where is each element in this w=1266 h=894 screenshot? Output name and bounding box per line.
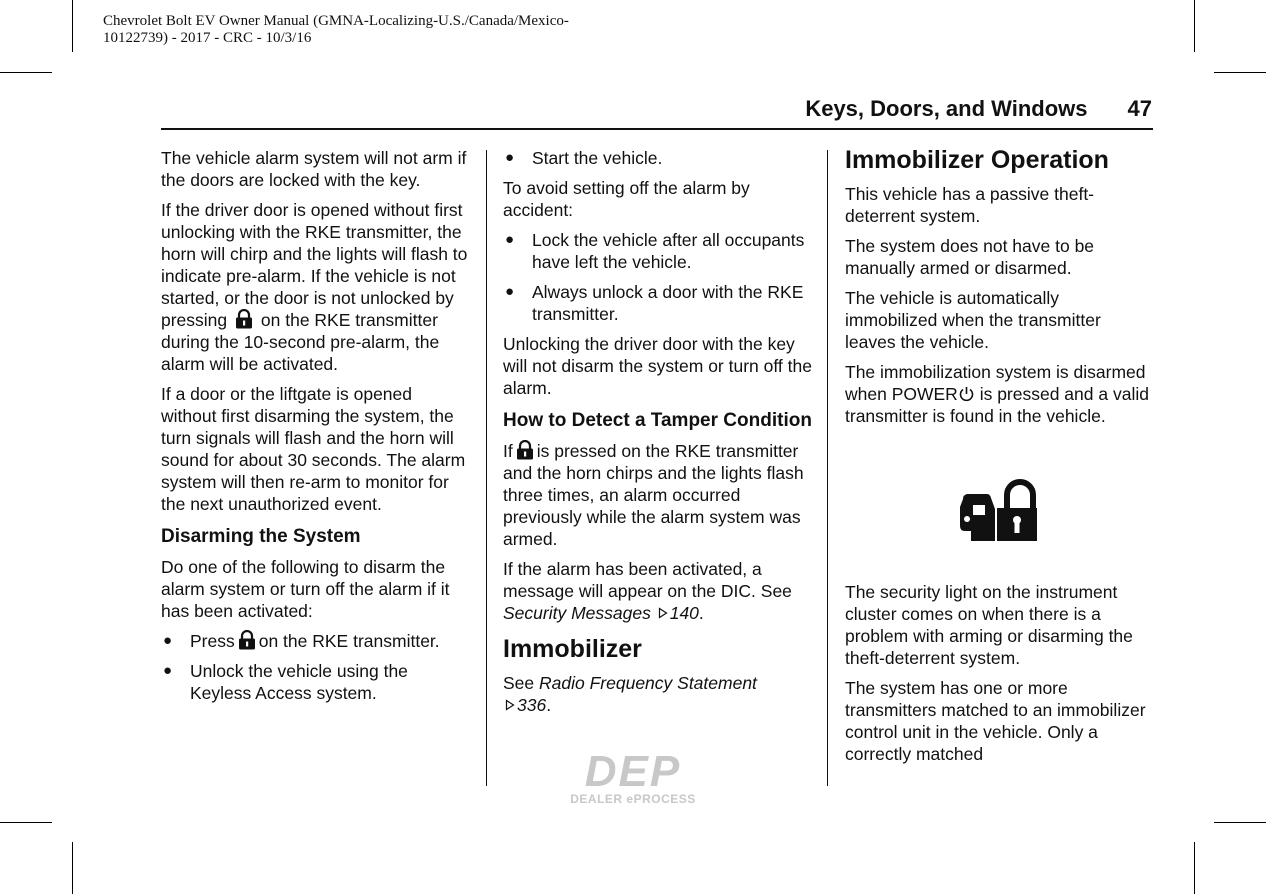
crop-mark — [0, 72, 52, 73]
lock-icon — [238, 630, 256, 650]
header-rule — [161, 128, 1153, 130]
paragraph: If a door or the liftgate is opened without first disarming the system, the turn signals will flash and the horn will sound for about 30 seconds. The alarm system will then re-arm to monitor for the next unauthorized event. — [161, 384, 466, 514]
text: If the alarm has been activated, a message will appear on the DIC. See — [503, 559, 792, 601]
text: Start the vehicle. — [532, 148, 663, 168]
crop-mark — [72, 842, 73, 894]
bullet-list — [503, 147, 813, 169]
crop-mark — [1194, 0, 1195, 52]
list-item — [503, 281, 813, 325]
paragraph — [161, 199, 471, 375]
text: If the driver door is opened without first unlocking with the RKE transmitter, the horn will chirp and the lights will flash to indicate pre-alarm. If the vehicle is not started, or the door is not unlocked by pressing — [161, 200, 468, 330]
list-item — [161, 660, 471, 704]
crop-mark — [1214, 822, 1266, 823]
xref-link[interactable]: Radio Frequency Statement — [539, 673, 757, 693]
bullet-icon: ● — [505, 149, 515, 166]
security-light-icon — [957, 479, 1039, 545]
bullet-icon: ● — [163, 662, 173, 679]
bullet-icon: ● — [505, 283, 515, 300]
heading-immobilizer-operation: Immobilizer Operation — [845, 146, 1109, 174]
paragraph: See Radio Frequency Statement 336. — [503, 673, 757, 715]
text: Press — [190, 631, 235, 651]
paragraph: The system does not have to be manually armed or disarmed. — [845, 236, 1095, 278]
paragraph: Unlocking the driver door with the key will not disarm the system or turn off the alarm. — [503, 334, 812, 398]
text: on the RKE transmitter. — [258, 631, 440, 651]
paragraph: The security light on the instrument cluster comes on when there is a problem with arming or disarming the theft-deterrent system. — [845, 582, 1133, 668]
print-header-line2: 10122739) - 2017 - CRC - 10/3/16 — [103, 30, 312, 46]
paragraph: The system has one or more transmitters matched to an immobilizer control unit in the vehicle. Only a correctly matched — [845, 678, 1146, 764]
paragraph: The vehicle is automatically immobilized when the transmitter leaves the vehicle. — [845, 288, 1101, 352]
crop-mark — [0, 822, 52, 823]
xref-page[interactable]: 336 — [517, 695, 547, 715]
column-2 — [503, 147, 813, 724]
heading-immobilizer: Immobilizer — [503, 635, 642, 663]
text: on the RKE transmitter during the 10-second pre-alarm, the alarm will be activated. — [161, 310, 440, 374]
paragraph: This vehicle has a passive theft-deterrent system. — [845, 184, 1095, 226]
page-number: 47 — [1127, 96, 1152, 121]
text: Unlock the vehicle using the Keyless Access system. — [190, 661, 408, 703]
column-3 — [845, 147, 1155, 773]
lock-icon — [235, 309, 253, 329]
text: Lock the vehicle after all occupants have left the vehicle. — [532, 230, 805, 272]
column-divider — [827, 150, 828, 786]
running-head — [805, 96, 1152, 122]
paragraph: Do one of the following to disarm the alarm system or turn off the alarm if it has been activated: — [161, 557, 450, 621]
print-header — [103, 13, 569, 47]
crop-mark — [1214, 72, 1266, 73]
logo-wordmark: DEALER ePROCESS — [570, 792, 696, 806]
print-header-line1: Chevrolet Bolt EV Owner Manual (GMNA-Localizing-U.S./Canada/Mexico- — [103, 13, 569, 29]
bullet-icon: ● — [505, 231, 515, 248]
power-icon — [959, 386, 974, 402]
page-reference-icon — [505, 699, 515, 711]
list-item — [503, 147, 813, 169]
list-item — [503, 229, 813, 273]
dealer-eprocess-logo — [556, 746, 710, 808]
list-item — [161, 630, 471, 652]
xref-page[interactable]: 140 — [669, 603, 699, 623]
logo-letters: DEP — [584, 747, 682, 796]
column-divider — [486, 150, 487, 786]
crop-mark — [72, 0, 73, 52]
paragraph: If the alarm has been activated, a message will appear on the DIC. See Security Messages 140. — [503, 559, 792, 623]
text: See — [503, 673, 535, 693]
paragraph — [503, 440, 813, 550]
lock-icon — [516, 440, 534, 460]
column-1 — [161, 147, 471, 712]
text: If — [503, 441, 513, 461]
heading-tamper: How to Detect a Tamper Condition — [503, 410, 812, 431]
text: is pressed and a valid transmitter is found in the vehicle. — [845, 384, 1149, 426]
bullet-list — [161, 630, 471, 704]
page-reference-icon — [658, 607, 668, 619]
text: Always unlock a door with the RKE transmitter. — [532, 282, 804, 324]
paragraph: To avoid setting off the alarm by accident: — [503, 178, 750, 220]
xref-link[interactable]: Security Messages — [503, 603, 651, 623]
crop-mark — [1194, 842, 1195, 894]
paragraph — [845, 361, 1155, 427]
section-title: Keys, Doors, and Windows — [805, 96, 1088, 121]
bullet-list — [503, 229, 813, 325]
text: The immobilization system is disarmed when POWER — [845, 362, 1146, 404]
bullet-icon: ● — [163, 632, 173, 649]
text: is pressed on the RKE transmitter and the horn chirps and the lights flash three times, an alarm occurred previously while the alarm system was armed. — [503, 441, 804, 549]
paragraph: The vehicle alarm system will not arm if the doors are locked with the key. — [161, 148, 467, 190]
heading-disarming: Disarming the System — [161, 526, 361, 547]
